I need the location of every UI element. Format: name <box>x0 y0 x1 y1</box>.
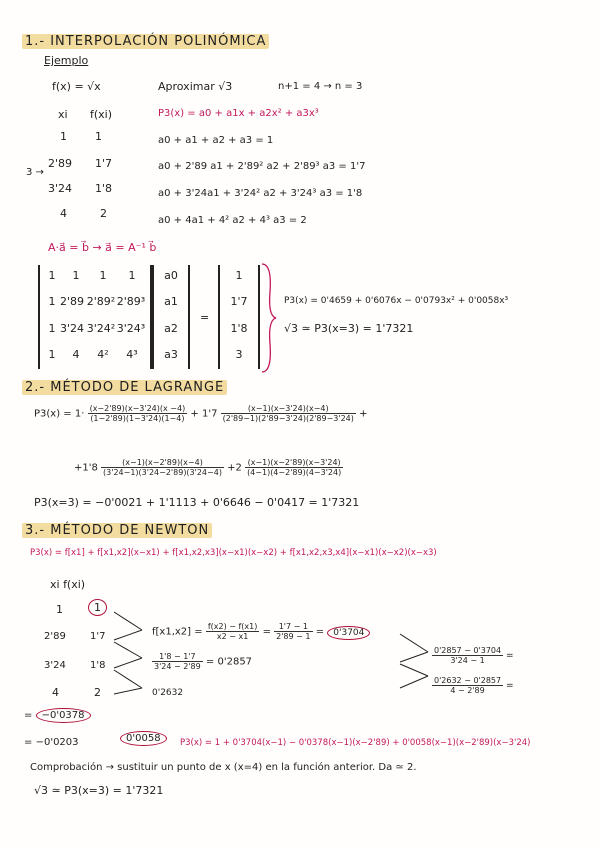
newton-formula: P3(x) = f[x1] + f[x1,x2](x−x1) + f[x1,x2,x3](x−x1)(x−x2) + f[x1,x2,x3,x4](x−x1)(x−x2)(x−x3) <box>30 548 437 558</box>
vector-a-cell: a2 <box>164 322 178 335</box>
lagrange-term-1: $\frac{(x-2'89)(x-3'24)(x -4)}{(1-2'89)(1-3'24)(1-4)}$ <box>89 404 186 423</box>
second-diff-1: $\frac{0'2857 - 0'3704}{3'24 - 1}$ = <box>434 646 514 665</box>
lagrange-row-1 <box>34 404 367 423</box>
newton-table-head: xi f(xi) <box>50 578 86 591</box>
newton-x-2: 2'89 <box>44 631 66 642</box>
section-1-title: 1.- INTERPOLACIÓN POLINÓMICA <box>22 34 269 49</box>
table-x-1: 1 <box>60 130 67 143</box>
table-x-4: 4 <box>60 207 67 220</box>
matrix-a-cell: 3'24² <box>86 322 116 335</box>
matrix-a-cell: 1 <box>48 295 56 308</box>
table-head-fx: f(xi) <box>90 108 113 121</box>
matrix-equation: A·a⃗ = b⃗ → a⃗ = A⁻¹ b⃗ <box>48 241 157 254</box>
lagrange-term-2: $\frac{(x-1)(x-3'24)(x-4)}{(2'89-1)(2'89-3'24)(2'89-3'24)}$ <box>222 404 354 423</box>
lagrange-result: P3(x=3) = −0'0021 + 1'1113 + 0'6646 − 0'0417 = 1'7321 <box>34 496 360 509</box>
vector-b <box>218 265 260 369</box>
matrix-a-cell: 3'24 <box>59 322 85 335</box>
lagrange-term-3: $\frac{(x-1)(x-2'89)(x-4)}{(3'24-1)(3'24-2'89)(3'24-4)}$ <box>103 458 222 477</box>
newton-f-1: 1 <box>88 601 107 614</box>
result-value: √3 ≃ P3(x=3) = 1'7321 <box>284 322 414 335</box>
newton-f-3: 1'8 <box>90 660 106 671</box>
matrix-a-cell: 1 <box>48 269 56 282</box>
equation-1: a0 + a1 + a2 + a3 = 1 <box>158 135 274 146</box>
newton-x-4: 4 <box>52 686 59 699</box>
vector-a <box>152 265 190 369</box>
matrix-a-cell: 1 <box>128 269 136 282</box>
arrow-3-label: 3 → <box>26 167 44 178</box>
approx-text: Aproximar √3 <box>158 80 233 93</box>
divided-diff-3: 0'2632 <box>152 688 184 698</box>
function-def: f(x) = √x <box>52 80 101 93</box>
equation-3: a0 + 3'24a1 + 3'24² a2 + 3'24³ a3 = 1'8 <box>158 188 363 199</box>
table-head-x: xi <box>58 108 68 121</box>
newton-x-1: 1 <box>56 603 63 616</box>
vector-b-cell: 3 <box>235 348 243 361</box>
result-polynomial: P3(x) = 0'4659 + 0'6076x − 0'0793x² + 0'0058x³ <box>284 296 509 306</box>
plus-sign: + <box>359 408 368 420</box>
check-text: Comprobación → sustituir un punto de x (x=4) en la función anterior. Da ≃ 2. <box>30 762 417 773</box>
table-fx-4: 2 <box>100 207 107 220</box>
connector-lines <box>112 608 152 698</box>
equation-4: a0 + 4a1 + 4² a2 + 4³ a3 = 2 <box>158 215 307 226</box>
dd1-value: 0'3704 <box>327 626 370 640</box>
brace-icon <box>258 262 278 374</box>
section-3-title: 3.- MÉTODO DE NEWTON <box>22 523 212 538</box>
lagrange-term-4: $\frac{(x-1)(x-2'89)(x-3'24)}{(4-1)(4-2'89)(4-3'24)}$ <box>247 458 342 477</box>
vector-a-cell: a0 <box>164 269 178 282</box>
newton-final-polynomial: P3(x) = 1 + 0'3704(x−1) − 0'0378(x−1)(x−2'89) + 0'0058(x−1)(x−2'89)(x−3'24) <box>180 738 531 748</box>
vector-a-cell: a3 <box>164 348 178 361</box>
coef-c4: = −0'0203 <box>24 737 79 748</box>
newton-f-2: 1'7 <box>90 631 106 642</box>
plus-sign: + <box>190 408 199 420</box>
vector-b-cell: 1 <box>235 269 243 282</box>
example-label: Ejemplo <box>44 54 89 67</box>
divided-diff-2: $\frac{1'8 - 1'7}{3'24 - 2'89}$ = 0'2857 <box>154 652 253 671</box>
matrix-a-cell: 2'89² <box>86 295 116 308</box>
n-equation: n+1 = 4 → n = 3 <box>278 81 363 92</box>
vector-b-cell: 1'7 <box>230 295 248 308</box>
lagrange-coef-4: +2 <box>227 462 242 474</box>
matrix-a-cell: 2'89 <box>59 295 85 308</box>
matrix-a-cell: 1 <box>48 322 56 335</box>
matrix-a-cell: 1 <box>99 269 107 282</box>
table-fx-3: 1'8 <box>95 182 113 195</box>
polynomial-p3: P3(x) = a0 + a1x + a2x² + a3x³ <box>158 108 319 119</box>
matrix-a-cell: 4³ <box>126 348 138 361</box>
coef-c5: 0'0058 <box>120 733 167 744</box>
newton-f-4: 2 <box>94 686 101 699</box>
newton-x-3: 3'24 <box>44 660 66 671</box>
lagrange-p3-label: P3(x) = 1· <box>34 408 85 420</box>
lagrange-coef-2: 1'7 <box>201 408 218 420</box>
table-x-2: 2'89 <box>48 157 73 170</box>
vector-b-cell: 1'8 <box>230 322 248 335</box>
matrix-a-cell: 2'89³ <box>116 295 146 308</box>
matrix-a-cell: 4² <box>97 348 109 361</box>
vector-a-cell: a1 <box>164 295 178 308</box>
lagrange-row-2 <box>74 458 343 477</box>
table-x-3: 3'24 <box>48 182 73 195</box>
newton-final-result: √3 ≃ P3(x=3) = 1'7321 <box>34 784 164 797</box>
divided-diff-1: f[x1,x2] = $\frac{f(x2) - f(x1)}{x2 - x1}$ = $\frac{1'7 - 1}{2'89 - 1}$ = 0'3704 <box>152 622 370 641</box>
table-fx-2: 1'7 <box>95 157 113 170</box>
lagrange-coef-3: +1'8 <box>74 462 98 474</box>
equation-2: a0 + 2'89 a1 + 2'89² a2 + 2'89³ a3 = 1'7 <box>158 161 366 172</box>
matrix-a-cell: 1 <box>48 348 56 361</box>
table-fx-1: 1 <box>95 130 102 143</box>
matrix-a-cell: 4 <box>72 348 80 361</box>
matrix-a-cell: 1 <box>72 269 80 282</box>
second-diff-2: $\frac{0'2632 - 0'2857}{4 - 2'89}$ = <box>434 676 514 695</box>
matrix-equals: = <box>200 311 210 324</box>
matrix-a <box>38 265 152 369</box>
matrix-a-cell: 3'24³ <box>116 322 146 335</box>
coef-c3: = −0'0378 <box>24 710 91 721</box>
section-2-title: 2.- MÉTODO DE LAGRANGE <box>22 380 227 395</box>
